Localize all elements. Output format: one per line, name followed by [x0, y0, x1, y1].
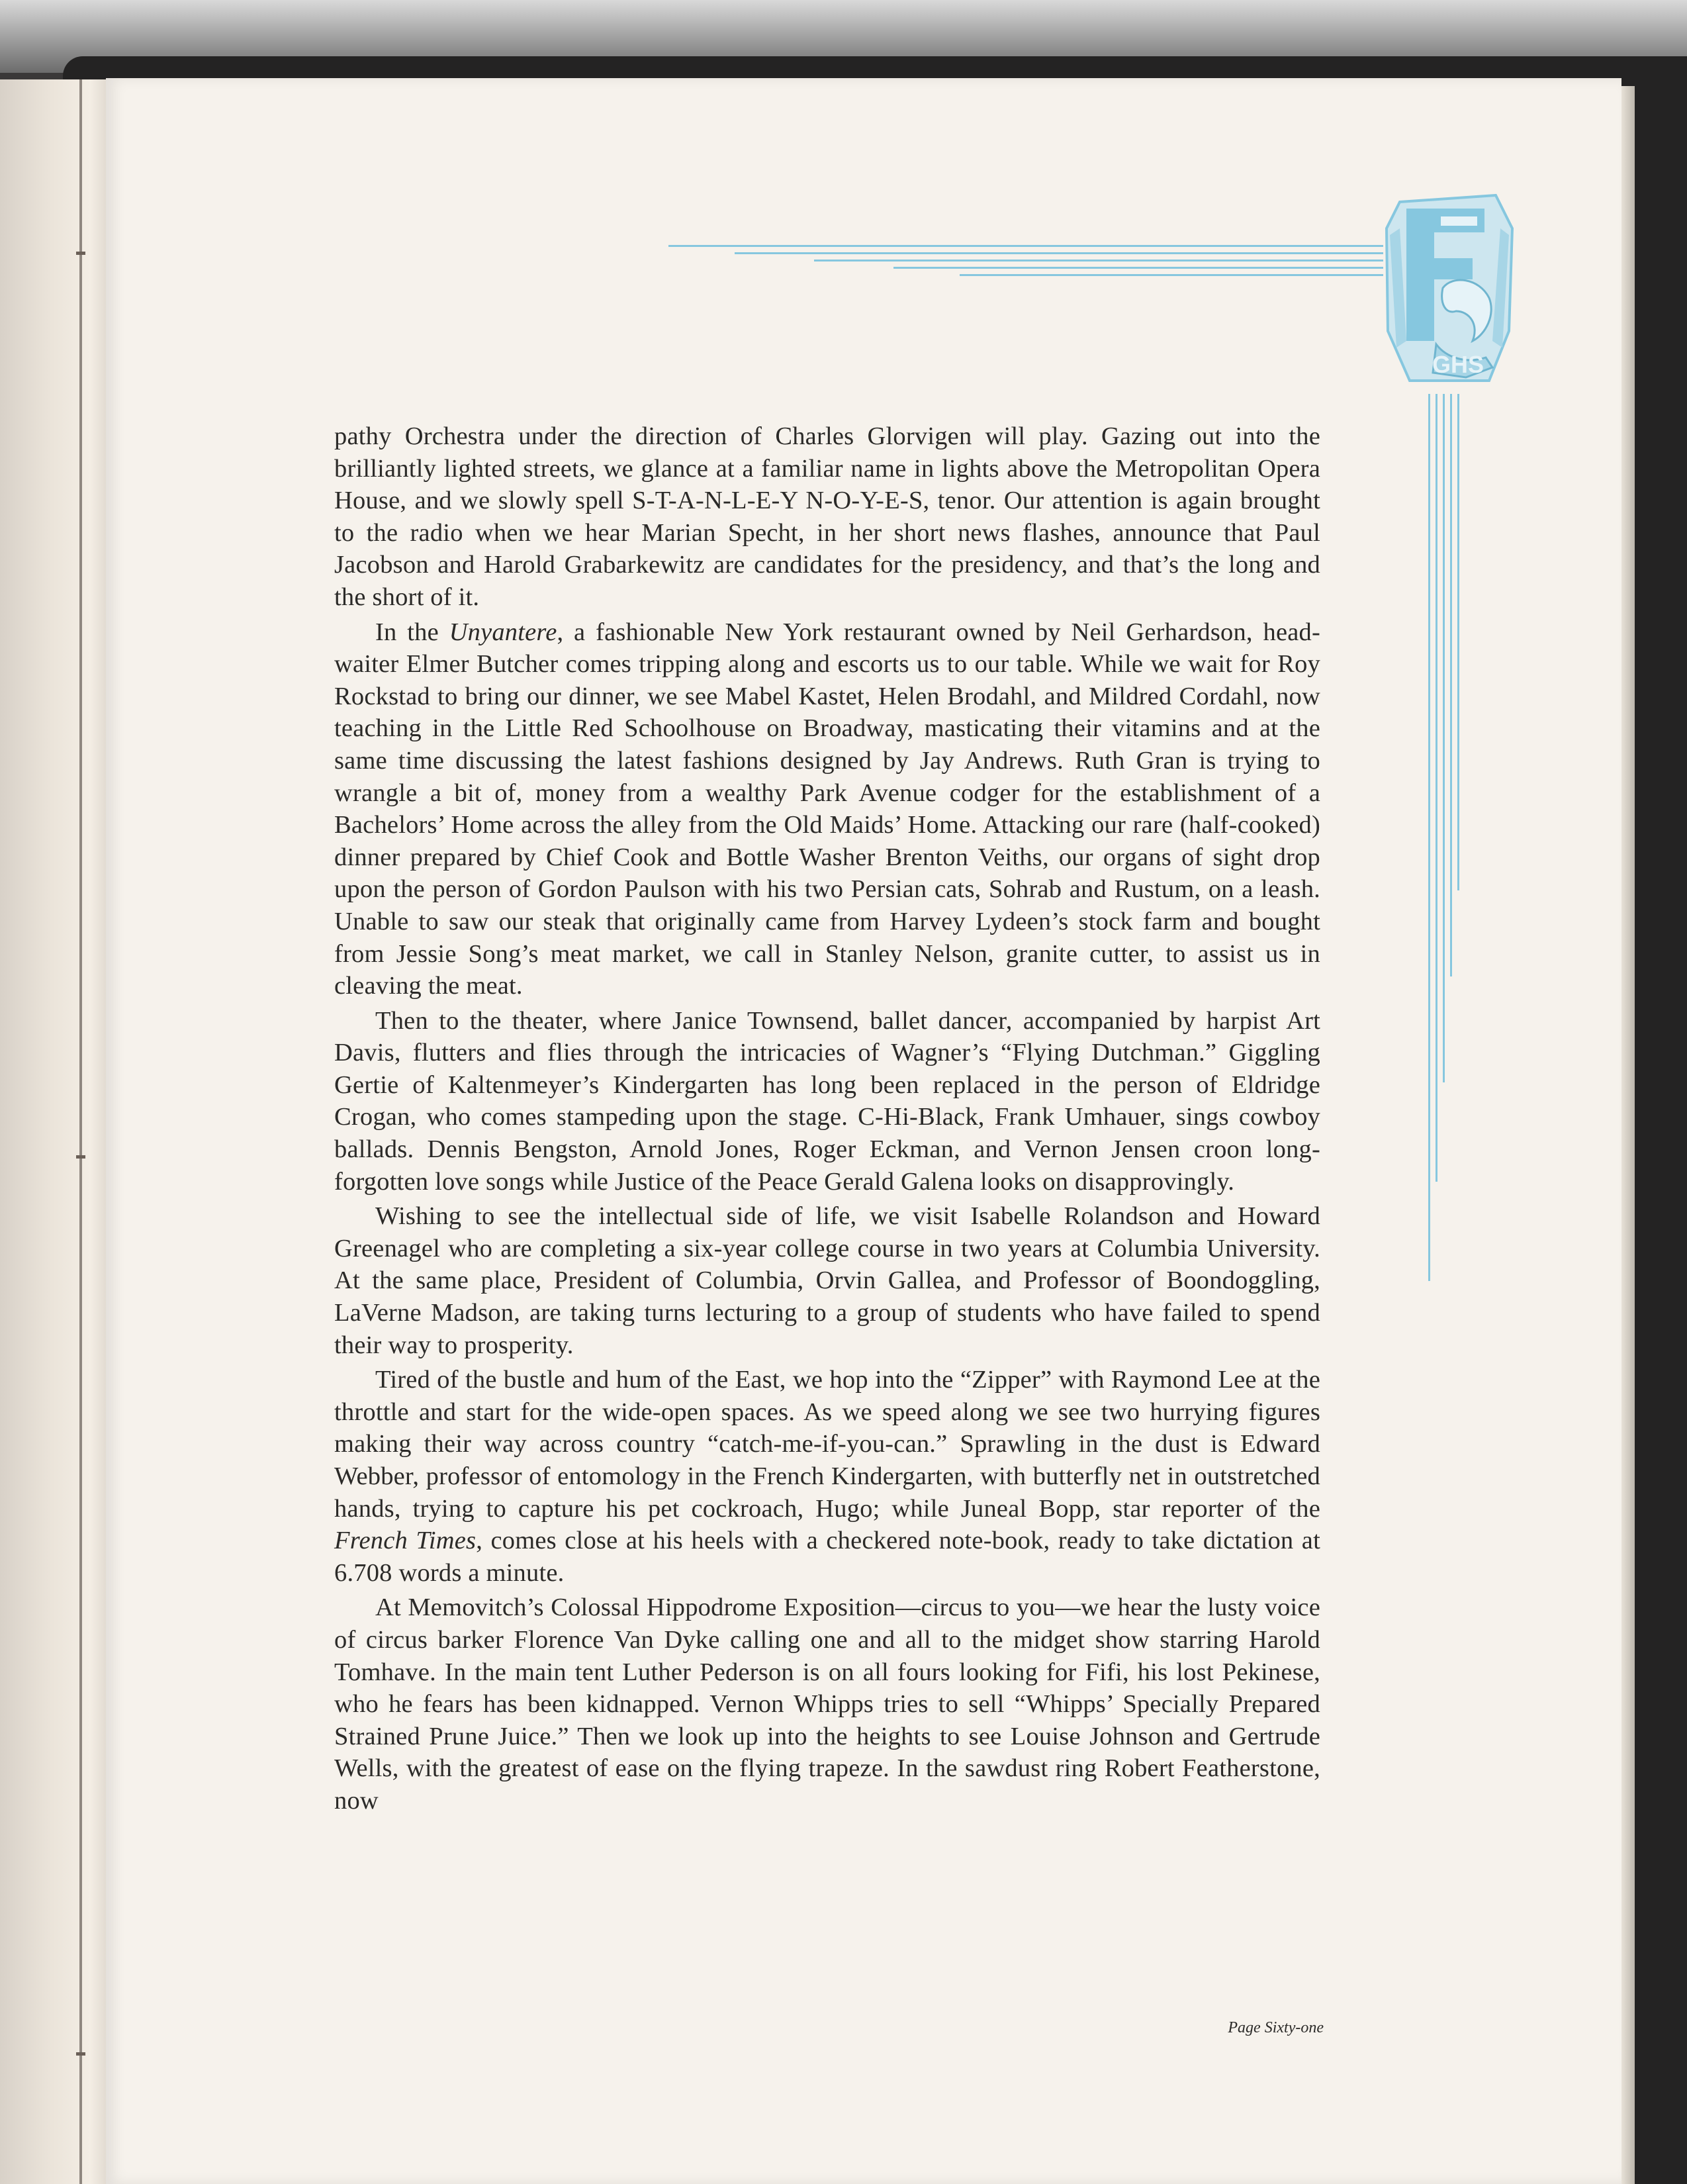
- paragraph: [334, 616, 1320, 1002]
- paragraph-text: Then to the theater, where Janice Townsend, ballet dancer, accompanied by harpist Art Davis, flutters and flies through the intricacies of Wagner’s “Flying Dutchman.” Giggling Gertie of Kaltenmeyer’s Kindergarten has long been replaced in the person of Eldridge Crogan, who comes stampeding upon the stage. C-Hi-Black, Frank Umhauer, sings cowboy ballads. Dennis Bengston, Arnold Jones, Roger Eckman, and Vernon Jensen croon long-forgotten love songs while Justice of the Peace Gerald Galena looks on disapprovingly.: [334, 1006, 1320, 1196]
- paragraph-text: Wishing to see the intellectual side of life, we visit Isabelle Rolandson and Howard Greenagel who are completing a six-year college course in two years at Columbia University. At the same place, President of Columbia, Orvin Gallea, and Professor of Boondoggling, LaVerne Madson, are taking turns lecturing to a group of students who have failed to spend their way to prosperity.: [334, 1202, 1320, 1359]
- ornament-rule: [1443, 394, 1445, 1082]
- paragraph-text: pathy Orchestra under the direction of Charles Glorvigen will play. Gazing out into the brilliantly lighted streets, we glance at a familiar name in lights above the Metropolitan Opera House, and we slowly spell S-T-A-N-L-E-Y N-O-Y-E-S, tenor. Our attention is again brought to the radio when we hear Marian Specht, in her short news flashes, announce that Paul Jacobson and Harold Grabarkewitz are candidates for the presidency, and that’s the long and the short of it.: [334, 422, 1320, 611]
- ornament-rule: [893, 267, 1383, 269]
- fhs-crest-icon: [1380, 189, 1519, 394]
- paragraph: [334, 1005, 1320, 1198]
- binding-mark: [76, 2052, 85, 2056]
- ornament-rule: [1428, 394, 1430, 1281]
- ornament-rule: [1436, 394, 1437, 1182]
- article-body: [334, 420, 1320, 1820]
- ornament-rule: [735, 252, 1383, 254]
- paragraph-text: At Memovitch’s Colossal Hippodrome Exposition—circus to you—we hear the lusty voice of circus barker Florence Van Dyke calling one and all to the midget show starring Harold Tomhave. In the main tent Luther Pederson is on all fours looking for Fifi, his lost Pekinese, who he fears has been kidnapped. Vernon Whipps tries to sell “Whipps’ Specially Prepared Strained Prune Juice.” Then we look up into the heights to see Louise Johnson and Gertrude Wells, with the greatest of ease on the flying trapeze. In the sawdust ring Robert Featherstone, now: [334, 1593, 1320, 1815]
- page-edge: [1621, 86, 1635, 2184]
- ornament-rule: [960, 274, 1383, 276]
- paragraph-text: , comes close at his heels with a checkered note-book, ready to take dictation at 6.708 words a minute.: [334, 1527, 1320, 1587]
- paragraph-text: Tired of the bustle and hum of the East, we hop into the “Zipper” with Raymond Lee at the throttle and start for the wide-open spaces. As we speed along we see two hurrying figures making their way across country “catch-me-if-you-can.” Sprawling in the dust is Edward Webber, professor of entomology in the French Kindergarten, with butterfly net in outstretched hands, trying to capture his pet cockroach, Hugo; while Juneal Bopp, star reporter of the: [334, 1366, 1320, 1523]
- paragraph: [334, 1200, 1320, 1361]
- paragraph: [334, 1591, 1320, 1817]
- italic-title: Unyantere: [449, 618, 557, 646]
- paragraph-text: , a fashionable New York restaurant owned by Neil Gerhardson, head-waiter Elmer Butcher comes tripping along and escorts us to our table. While we wait for Roy Rockstad to bring our dinner, we see Mabel Kastet, Helen Brodahl, and Mildred Cordahl, now teaching in the Little Red Schoolhouse on Broadway, masticating their vitamins and at the same time discussing the latest fashions designed by Jay Andrews. Ruth Gran is trying to wrangle a bit of, money from a wealthy Park Avenue codger for the establishment of a Bachelors’ Home across the alley from the Old Maids’ Home. Attacking our rare (half-cooked) dinner prepared by Chief Cook and Bottle Washer Brenton Veiths, our organs of sight drop upon the person of Gordon Paulson with his two Persian cats, Sohrab and Rustum, on a leash. Unable to saw our steak that originally came from Harvey Lydeen’s stock farm and bought from Jessie Song’s meat market, we call in Stanley Nelson, granite cutter, to assist us in cleaving the meat.: [334, 618, 1320, 1000]
- italic-title: French Times: [334, 1527, 477, 1555]
- binding-gutter: [79, 79, 82, 2184]
- ornament-rule: [668, 245, 1383, 247]
- binding-mark: [76, 1155, 85, 1159]
- binding-mark: [76, 252, 85, 255]
- page-number: Page Sixty-one: [1228, 2019, 1324, 2036]
- paragraph: [334, 420, 1320, 614]
- emblem-monogram: GHS: [1432, 351, 1484, 378]
- paragraph-text: In the: [375, 618, 449, 646]
- ornament-rule: [1457, 394, 1459, 890]
- ornament-rule: [1450, 394, 1452, 976]
- ornament-rule: [814, 260, 1383, 261]
- paragraph: [334, 1364, 1320, 1589]
